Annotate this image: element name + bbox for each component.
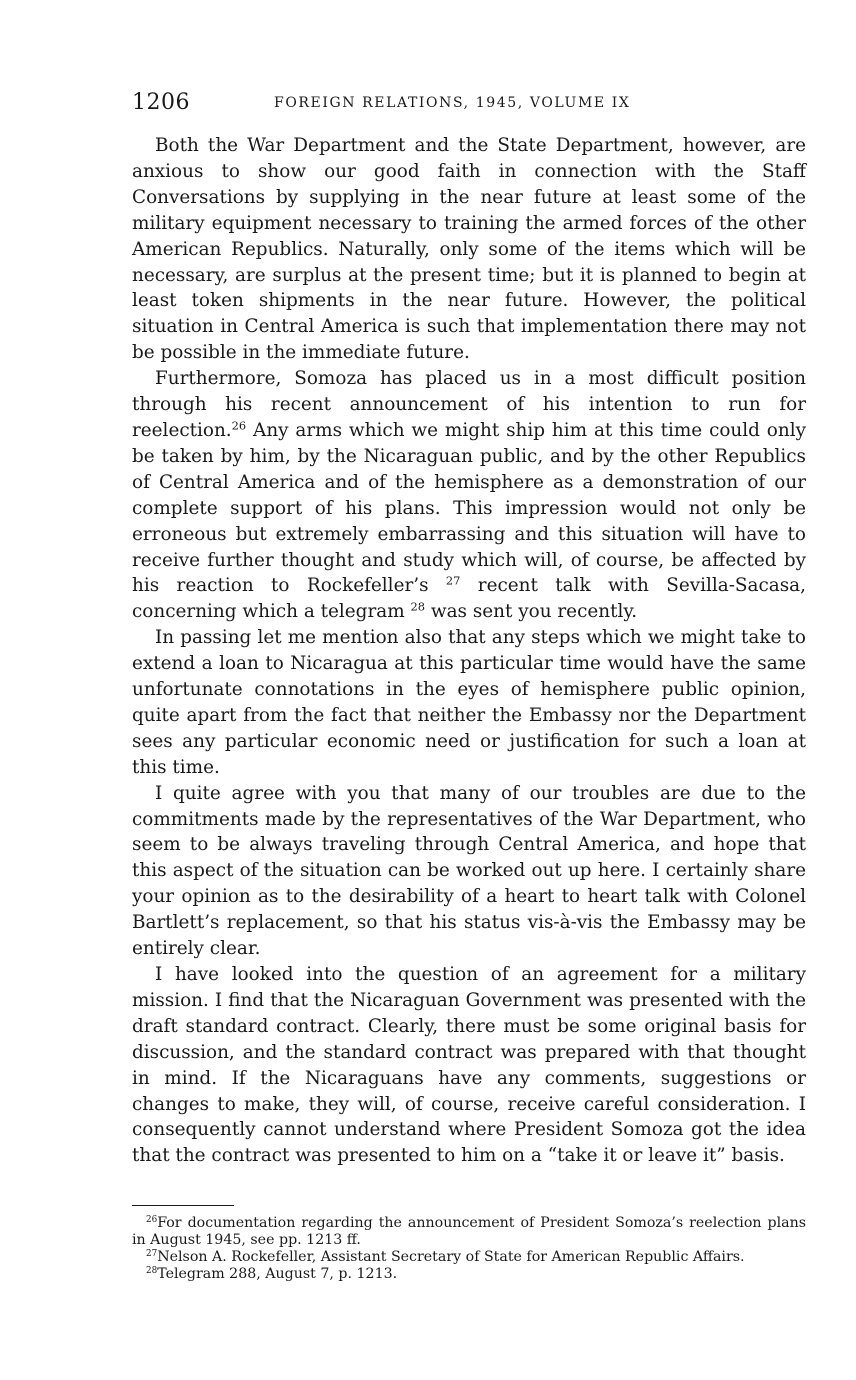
- footnote-text: Telegram 288, August 7, p. 1213.: [157, 1266, 398, 1282]
- footnote-text: For documentation regarding the announcement of President Somoza’s reelection plans in August 1945, see pp. 1213 ff.: [132, 1215, 806, 1248]
- footnote: [132, 1249, 806, 1266]
- footnote-ref: 27: [445, 574, 461, 589]
- paragraph-text: Furthermore, Somoza has placed us in a most difficult position through his recent announcement of his intention to run for reelection.: [132, 368, 806, 441]
- running-title: FOREIGN RELATIONS, 1945, VOLUME IX: [274, 95, 631, 111]
- paragraph: Both the War Department and the State Department, however, are anxious to show our good faith in connection with the Staff Conversations by supplying in the near future at least some of the military equipment necessary to training the armed forces of the other American Republics. Naturally, only some of the items which will be necessary, are surplus at the present time; but it is planned to begin at least token shipments in the near future. However, the political situation in Central America is such that implementation there may not be possible in the immediate future.: [132, 135, 806, 364]
- footnote-marker: 26: [146, 1215, 158, 1226]
- paragraph-text: was sent you recently.: [425, 601, 638, 623]
- paragraph: I have looked into the question of an agreement for a military mission. I find that the Nicaraguan Government was presented with the draft standard contract. Clearly, there must be some original basis for discussion, and the standard contract was prepared with that thought in mind. If the Nicaraguans have any comments, suggestions or changes to make, they will, of course, receive careful consideration. I consequently cannot understand where President Somoza got the idea that the contract was presented to him on a “take it or leave it” basis.: [132, 964, 806, 1167]
- body-text: [132, 133, 806, 1169]
- footnote-ref: 26: [231, 418, 247, 433]
- page-number: 1206: [132, 90, 190, 115]
- page-header: [132, 90, 812, 120]
- footnote: [132, 1266, 806, 1283]
- footnote: [132, 1215, 806, 1249]
- paragraph-text: recent talk with Sevilla-Sacasa, concerning which a telegram: [132, 575, 806, 623]
- footnote-text: Nelson A. Rockefeller, Assistant Secretary of State for American Republic Affairs.: [157, 1249, 745, 1265]
- footnote-marker: 27: [146, 1249, 158, 1260]
- footnote-marker: 28: [146, 1266, 158, 1277]
- footnote-divider: [132, 1205, 234, 1206]
- paragraph: In passing let me mention also that any steps which we might take to extend a loan to Nicaragua at this particular time would have the same unfortunate connotations in the eyes of hemisphere public opinion, quite apart from the fact that neither the Embassy nor the Department sees any particular economic need or justification for such a loan at this time.: [132, 627, 806, 778]
- footnotes: [132, 1215, 806, 1283]
- paragraph-text: Any arms which we might ship him at this time could only be taken by him, by the Nicaraguan public, and by the other Republics of Central America and of the hemisphere as a demonstration of our complete support of his plans. This impression would not only be erroneous but extremely embarrassing and this situation will have to receive further thought and study which will, of course, be affected by his reaction to Rockefeller’s: [132, 419, 806, 597]
- paragraph: [132, 366, 806, 625]
- paragraph: I quite agree with you that many of our troubles are due to the commitments made by the representatives of the War Department, who seem to be always traveling through Central America, and hope that this aspect of the situation can be worked out up here. I certainly share your opinion as to the desirability of a heart to heart talk with Colonel Bartlett’s replacement, so that his status vis-à-vis the Embassy may be entirely clear.: [132, 782, 806, 960]
- footnote-ref: 28: [410, 600, 425, 615]
